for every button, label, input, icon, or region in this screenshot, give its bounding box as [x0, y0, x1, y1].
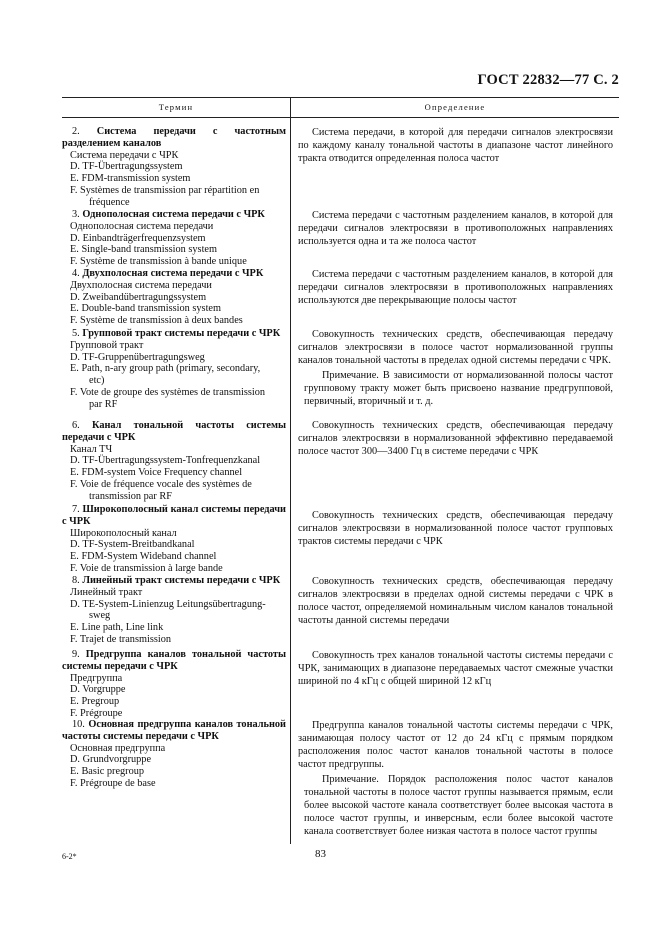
definition-text: Предгруппа каналов тональной частоты системы передачи с ЧРК, занимающая полосу частот от 12 до 24 кГц с прямым порядком расположения полос частот каналов тональной частоты в полосе частот предгруппы. — [298, 720, 613, 770]
term-french: F. Prégroupe — [70, 707, 123, 719]
term-german: D. TF-Übertragungssystem — [70, 161, 183, 173]
term-french: F. Voie de transmission à large bande — [70, 562, 223, 574]
definition-entry-8 — [298, 575, 613, 627]
definition-entry-5 — [298, 328, 613, 408]
column-header-definition: Определение — [424, 102, 486, 112]
term-entry-10 — [62, 719, 286, 790]
definition-entry-10 — [298, 719, 613, 838]
terms-table — [62, 97, 619, 844]
term-synonym: Предгруппа — [70, 672, 123, 684]
term-entry-2 — [62, 126, 286, 209]
term-synonym: Однополосная система передачи — [70, 220, 214, 232]
term-synonym: Система передачи с ЧРК — [70, 149, 179, 161]
term-title: Система передачи с частотным разделением каналов — [62, 126, 286, 149]
term-french: F. Système de transmission à bande unique — [70, 256, 247, 268]
term-german: D. TE-System-Linienzug Leitungsübertragung- — [70, 598, 266, 610]
term-german: D. Einbandträgerfrequenzsystem — [70, 232, 206, 244]
term-number: 8. — [72, 575, 80, 586]
term-entry-9 — [62, 649, 286, 720]
term-title: Предгруппа каналов тональной частоты системы передачи с ЧРК — [62, 649, 286, 672]
term-title: Линейный тракт системы передачи с ЧРК — [82, 575, 281, 586]
term-title: Однополосная система передачи с ЧРК — [82, 209, 265, 220]
term-german: D. Zweibandübertragungssystem — [70, 291, 207, 303]
term-french: F. Prégroupe de base — [70, 777, 156, 789]
definition-text: Система передачи, в которой для передачи сигналов электросвязи по каждому каналу тональной частоты в диапазоне частот линейного тракта отводится определенная полоса частот — [298, 127, 613, 164]
definition-entry-9 — [298, 649, 613, 688]
term-entry-7 — [62, 504, 286, 575]
term-english: E. Pregroup — [70, 696, 120, 708]
definition-entry-6 — [298, 419, 613, 458]
term-french: F. Trajet de transmission — [70, 633, 172, 645]
term-number: 10. — [72, 719, 85, 730]
term-german: D. Vorgruppe — [70, 684, 126, 696]
term-french: F. Voie de fréquence vocale des systèmes de — [70, 478, 252, 490]
term-title: Основная предгруппа каналов тональной частоты системы передачи с ЧРК — [62, 719, 286, 742]
term-title: Групповой тракт системы передачи с ЧРК — [82, 328, 281, 339]
term-french-cont: transmission par RF — [89, 490, 172, 502]
term-number: 3. — [72, 209, 80, 220]
term-number: 5. — [72, 328, 80, 339]
term-english: E. Line path, Line link — [70, 622, 164, 634]
term-french-cont: fréquence — [89, 196, 130, 208]
term-german: D. TF-Gruppenübertragungsweg — [70, 351, 205, 363]
term-english: E. FDM-transmission system — [70, 173, 191, 185]
term-title: Канал тональной частоты системы передачи с ЧРК — [62, 420, 286, 443]
term-synonym: Канал ТЧ — [70, 443, 113, 455]
definition-note: Примечание. В зависимости от нормализованной полосы частот групповому тракту может быть присвоено название предгрупповой, первичный, вторичный и т. д. — [304, 370, 613, 407]
definition-text: Совокупность технических средств, обеспечивающая передачу сигналов электросвязи в нормализованной эффективно передаваемой полосе частот 300—3400 Гц в системе передачи с ЧРК — [298, 420, 613, 457]
term-entry-3 — [62, 209, 286, 268]
term-english: E. FDM-System Wideband channel — [70, 551, 217, 563]
term-english: E. Basic pregroup — [70, 766, 145, 778]
term-entry-4 — [62, 268, 286, 327]
page-number: 83 — [315, 848, 326, 860]
term-english: E. FDM-system Voice Frequency channel — [70, 467, 243, 479]
term-german: D. TF-System-Breitbandkanal — [70, 539, 195, 551]
table-column-divider — [290, 97, 291, 844]
term-german-cont: sweg — [89, 610, 111, 622]
term-french: F. Systèmes de transmission par répartition en — [70, 184, 260, 196]
definition-entry-3 — [298, 209, 613, 248]
footer-signature-mark: 6-2* — [62, 852, 77, 861]
definition-note: Примечание. Порядок расположения полос частот каналов тональной частоты в полосе частот группы называется прямым, если более высокой частоте канала соответствует более высокая частота в полосе частот группы, и инверсным, если более высокой частоте канала соответствует более низкая частота в полосе частот группы — [304, 774, 613, 837]
term-english: E. Double-band transmission system — [70, 303, 222, 315]
term-number: 4. — [72, 268, 80, 279]
term-synonym: Групповой тракт — [70, 339, 144, 351]
definition-text: Система передачи с частотным разделением каналов, в которой для передачи сигналов электросвязи в противоположных направлениях используется одна и та же полоса частот — [298, 210, 613, 247]
term-entry-5 — [62, 328, 286, 411]
term-number: 7. — [72, 504, 80, 515]
term-english: E. Single-band transmission system — [70, 244, 218, 256]
column-header-term: Термин — [158, 102, 194, 112]
term-entry-6 — [62, 420, 286, 503]
standard-header: ГОСТ 22832—77 С. 2 — [477, 72, 619, 88]
definition-text: Совокупность технических средств, обеспечивающая передачу сигналов электросвязи в полосе частот нормализованной группы каналов тональной частоты в пределах одной системы передачи с ЧРК. — [298, 329, 613, 366]
term-synonym: Основная предгруппа — [70, 742, 166, 754]
term-synonym: Двухполосная система передачи — [70, 279, 212, 291]
term-title: Двухполосная система передачи с ЧРК — [82, 268, 264, 279]
definition-entry-4 — [298, 268, 613, 307]
definition-text: Совокупность технических средств, обеспечивающая передачу сигналов электросвязи в нормализованной полосе частот групповых трактов системы передачи с ЧРК — [298, 510, 613, 547]
term-number: 2. — [72, 126, 80, 137]
term-title: Широкополосный канал системы передачи с ЧРК — [62, 504, 286, 527]
definition-entry-2 — [298, 126, 613, 165]
term-german: D. TF-Übertragungssystem-Tonfrequenzkanal — [70, 455, 261, 467]
term-synonym: Широкополосный канал — [70, 527, 177, 539]
term-number: 6. — [72, 420, 80, 431]
definition-text: Совокупность трех каналов тональной частоты системы передачи с ЧРК, занимающих в диапазоне передаваемых частот смежные участки шириной по 4 кГц с общей шириной 12 кГц — [298, 650, 613, 687]
term-german: D. Grundvorgruppe — [70, 754, 152, 766]
term-synonym: Линейный тракт — [70, 586, 143, 598]
term-number: 9. — [72, 649, 80, 660]
table-header-rule — [62, 117, 619, 118]
term-french: F. Système de transmission à deux bandes — [70, 315, 243, 327]
definition-text: Совокупность технических средств, обеспечивающая передачу сигналов электросвязи в пределах одной системы передачи с ЧРК в полосе частот, определяемой номинальным числом каналов тональной частоты данной системы передачи — [298, 576, 613, 626]
term-french-cont: par RF — [89, 398, 118, 410]
definition-text: Система передачи с частотным разделением каналов, в которой для передачи сигналов электросвязи в противоположных направлениях используются две перекрывающие полосы частот — [298, 269, 613, 306]
term-entry-8 — [62, 575, 286, 646]
definition-entry-7 — [298, 509, 613, 548]
term-french: F. Vote de groupe des systèmes de transmission — [70, 386, 265, 398]
term-english: E. Path, n-ary group path (primary, secondary, — [70, 363, 261, 375]
term-english-cont: etc) — [89, 375, 105, 387]
